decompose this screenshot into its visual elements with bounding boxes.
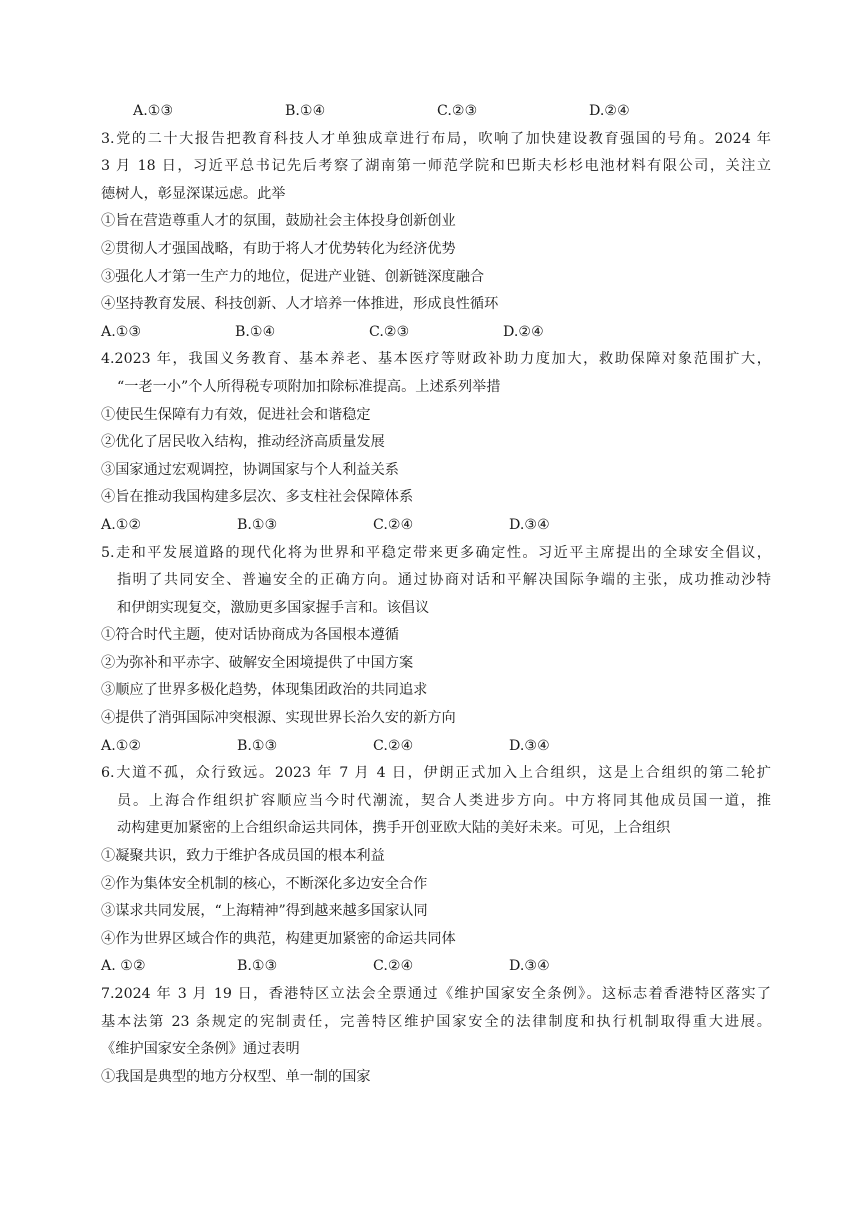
statement-item: ④旨在推动我国构建多层次、多支柱社会保障体系 [101, 489, 414, 506]
question-stem-line: 和伊朗实现复交，激励更多国家握手言和。该倡议 [117, 599, 430, 616]
statement-item: ③国家通过宏观调控，协调国家与个人利益关系 [101, 461, 399, 478]
option-c[interactable]: C.②④ [373, 737, 414, 754]
question-stem-line: 7.2024 年 3 月 19 日，香港特区立法会全票通过《维护国家安全条例》。这标志着香港特区落实了 [101, 986, 771, 1002]
exam-page [101, 98, 771, 1091]
question-3 [101, 126, 771, 347]
option-a[interactable]: A.①③ [101, 323, 142, 340]
statement-item: ④作为世界区域合作的典范，构建更加紧密的命运共同体 [101, 930, 456, 947]
option-c[interactable]: C.②④ [373, 516, 414, 533]
statement-item: ④坚持教育发展、科技创新、人才培养一体推进，形成良性循环 [101, 296, 499, 313]
statement-item: ①符合时代主题，使对话协商成为各国根本遵循 [101, 627, 399, 644]
question-stem-line: 指明了共同安全、普遍安全的正确方向。通过协商对话和平解决国际争端的主张，成功推动沙特 [117, 572, 771, 589]
option-b[interactable]: B.①④ [285, 103, 326, 119]
question-6 [101, 760, 771, 981]
statement-item: ②优化了居民收入结构，推动经济高质量发展 [101, 434, 385, 451]
option-d[interactable]: D.③④ [509, 958, 550, 975]
option-row [101, 319, 771, 347]
option-b[interactable]: B.①④ [235, 323, 276, 340]
statement-item: ②作为集体安全机制的核心，不断深化多边安全合作 [101, 875, 428, 892]
statement-item: ③顺应了世界多极化趋势，体现集团政治的共同追求 [101, 682, 428, 699]
option-c[interactable]: C.②③ [437, 103, 478, 119]
option-row [101, 953, 771, 981]
question-stem-line: 4.2023 年，我国义务教育、基本养老、基本医疗等财政补助力度加大，救助保障对象范围扩大， [101, 351, 771, 368]
option-a[interactable]: A.①② [101, 737, 142, 754]
option-a[interactable]: A. ①② [101, 958, 146, 975]
option-row [101, 512, 771, 540]
option-d[interactable]: D.③④ [509, 516, 550, 533]
question-7 [101, 981, 771, 1091]
question-stem-line: 5.走和平发展道路的现代化将为世界和平稳定带来更多确定性。习近平主席提出的全球安全倡议， [101, 544, 771, 561]
option-a[interactable]: A.①② [101, 516, 142, 533]
option-c[interactable]: C.②③ [369, 323, 410, 340]
question-stem-line: 基本法第 23 条规定的宪制责任，完善特区维护国家安全的法律制度和执行机制取得重大进展。 [101, 1013, 771, 1030]
option-d[interactable]: D.②④ [503, 323, 544, 340]
question-stem-line: 3 月 18 日，习近平总书记先后考察了湖南第一师范学院和巴斯夫杉杉电池材料有限公司，关注立 [101, 158, 771, 175]
option-row [101, 98, 771, 126]
statement-item: ③强化人才第一生产力的地位，促进产业链、创新链深度融合 [101, 268, 485, 285]
question-stem-line: “一老一小”个人所得税专项附加扣除标准提高。上述系列举措 [117, 378, 501, 395]
statement-item: ②为弥补和平赤字、破解安全困境提供了中国方案 [101, 654, 414, 671]
statement-item: ①凝聚共识，致力于维护各成员国的根本利益 [101, 848, 385, 865]
option-d[interactable]: D.②④ [589, 103, 630, 119]
option-c[interactable]: C.②④ [373, 958, 414, 975]
question-5 [101, 540, 771, 761]
question-stem-line: 德树人，彰显深谋远虑。此举 [101, 185, 286, 202]
question-stem-line: 动构建更加紧密的上合组织命运共同体，携手开创亚欧大陆的美好未来。可见，上合组织 [117, 820, 671, 837]
option-b[interactable]: B.①③ [237, 958, 278, 975]
question-stem-line: 员。上海合作组织扩容顺应当今时代潮流，契合人类进步方向。中方将同其他成员国一道，推 [117, 792, 771, 809]
question-4 [101, 346, 771, 539]
option-a[interactable]: A.①③ [133, 103, 174, 119]
question-stem-line: 6.大道不孤，众行致远。2023 年 7 月 4 日，伊朗正式加入上合组织，这是上合组织的第二轮扩 [101, 765, 771, 782]
question-stem-line: 3.党的二十大报告把教育科技人才单独成章进行布局，吹响了加快建设教育强国的号角。2024 年 [101, 130, 771, 147]
option-b[interactable]: B.①③ [237, 516, 278, 533]
question-2-options [101, 98, 771, 126]
question-stem-line: 《维护国家安全条例》通过表明 [101, 1041, 300, 1058]
statement-item: ①使民生保障有力有效，促进社会和谐稳定 [101, 406, 371, 423]
statement-item: ④提供了消弭国际冲突根源、实现世界长治久安的新方向 [101, 710, 456, 727]
option-b[interactable]: B.①③ [237, 737, 278, 754]
option-d[interactable]: D.③④ [509, 737, 550, 754]
statement-item: ①旨在营造尊重人才的氛围，鼓励社会主体投身创新创业 [101, 213, 456, 230]
statement-item: ①我国是典型的地方分权型、单一制的国家 [101, 1068, 371, 1085]
statement-item: ③谋求共同发展，“上海精神”得到越来越多国家认同 [101, 903, 428, 920]
statement-item: ②贯彻人才强国战略，有助于将人才优势转化为经济优势 [101, 240, 456, 257]
option-row [101, 733, 771, 761]
